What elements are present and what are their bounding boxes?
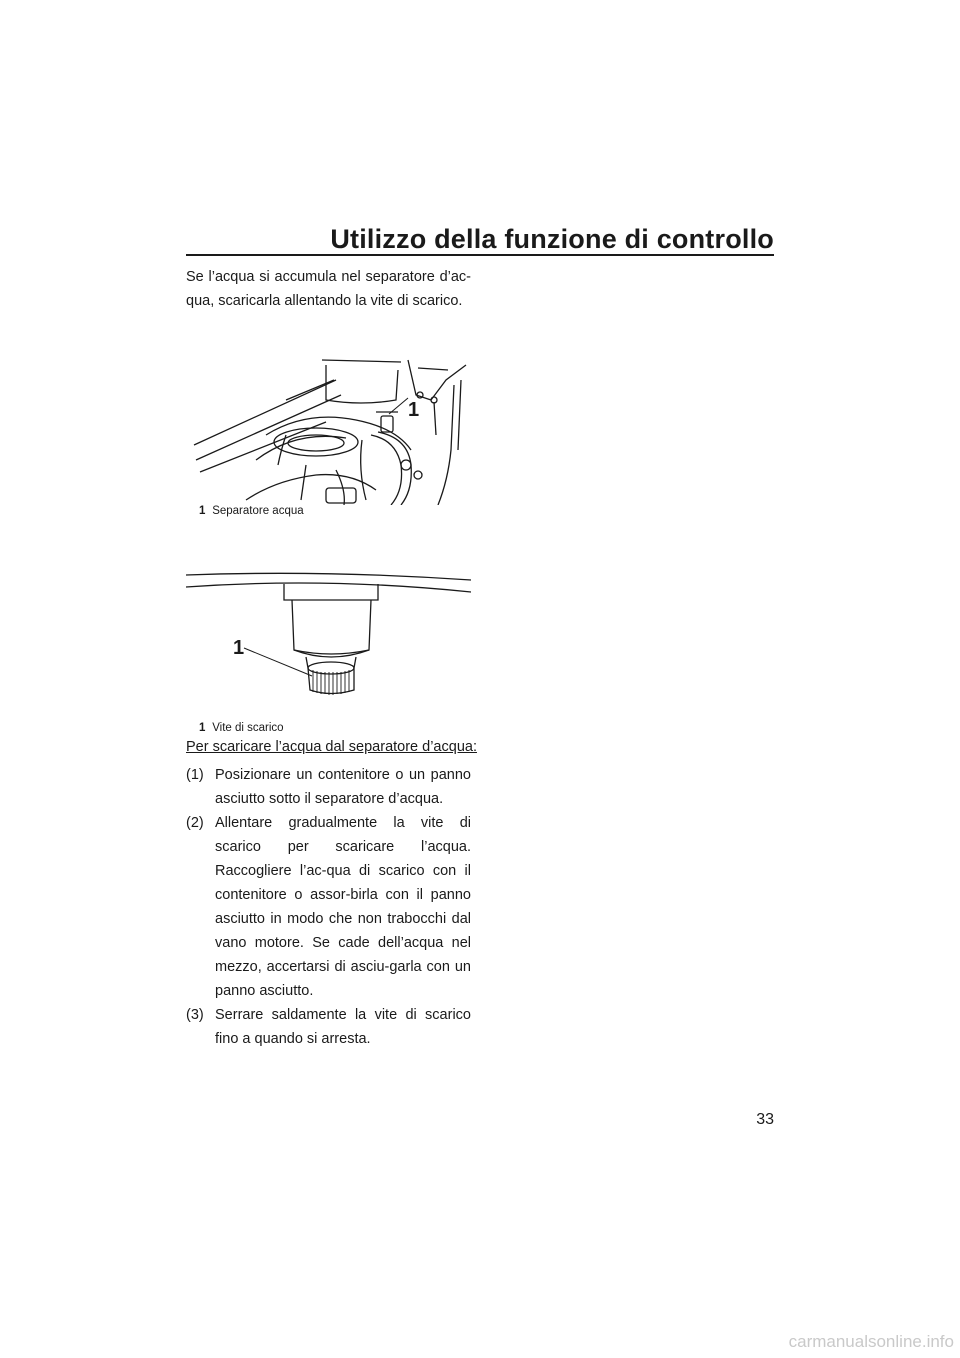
figure1-caption-text: Separatore acqua — [212, 505, 304, 517]
engine-compartment-illustration — [186, 340, 471, 505]
figure2-caption-number: 1 — [199, 722, 206, 734]
watermark: carmanualsonline.info — [788, 1332, 954, 1351]
step-text: Serrare saldamente la vite di scarico fino a quando si arresta. — [215, 1007, 471, 1047]
procedure-step — [186, 811, 471, 1003]
page-title: Utilizzo della funzione di controllo — [330, 224, 774, 254]
figure2-callout: 1 — [233, 637, 245, 659]
figure2-caption — [199, 722, 284, 734]
step-number: (3) — [186, 1007, 204, 1023]
procedure-title: Per scaricare l’acqua dal separatore d’acqua: — [186, 739, 477, 755]
step-number: (1) — [186, 767, 204, 783]
figure1-caption — [199, 505, 304, 517]
step-number: (2) — [186, 815, 204, 831]
intro-paragraph: Se l’acqua si accumula nel separatore d’ac-qua, scaricarla allentando la vite di scarico. — [186, 269, 471, 309]
figure1-callout: 1 — [408, 399, 420, 421]
figure2-caption-text: Vite di scarico — [212, 722, 284, 734]
step-text: Posizionare un contenitore o un panno asciutto sotto il separatore d’acqua. — [215, 767, 471, 807]
figure1-caption-number: 1 — [199, 505, 206, 517]
step-text: Allentare gradualmente la vite di scarico per scaricare l’acqua. Raccogliere l’ac-qua di scarico con il contenitore o assor-birla con il panno asciutto in modo che non trabocchi dal vano motore. Se cade dell’acqua nel mezzo, accertarsi di asciu-garla con un panno asciutto. — [215, 815, 471, 999]
procedure-steps — [186, 763, 471, 1051]
water-separator-illustration — [186, 562, 471, 712]
procedure-step — [186, 1003, 471, 1051]
page-number: 33 — [756, 1111, 774, 1128]
procedure-step — [186, 763, 471, 811]
header-rule — [186, 254, 774, 256]
